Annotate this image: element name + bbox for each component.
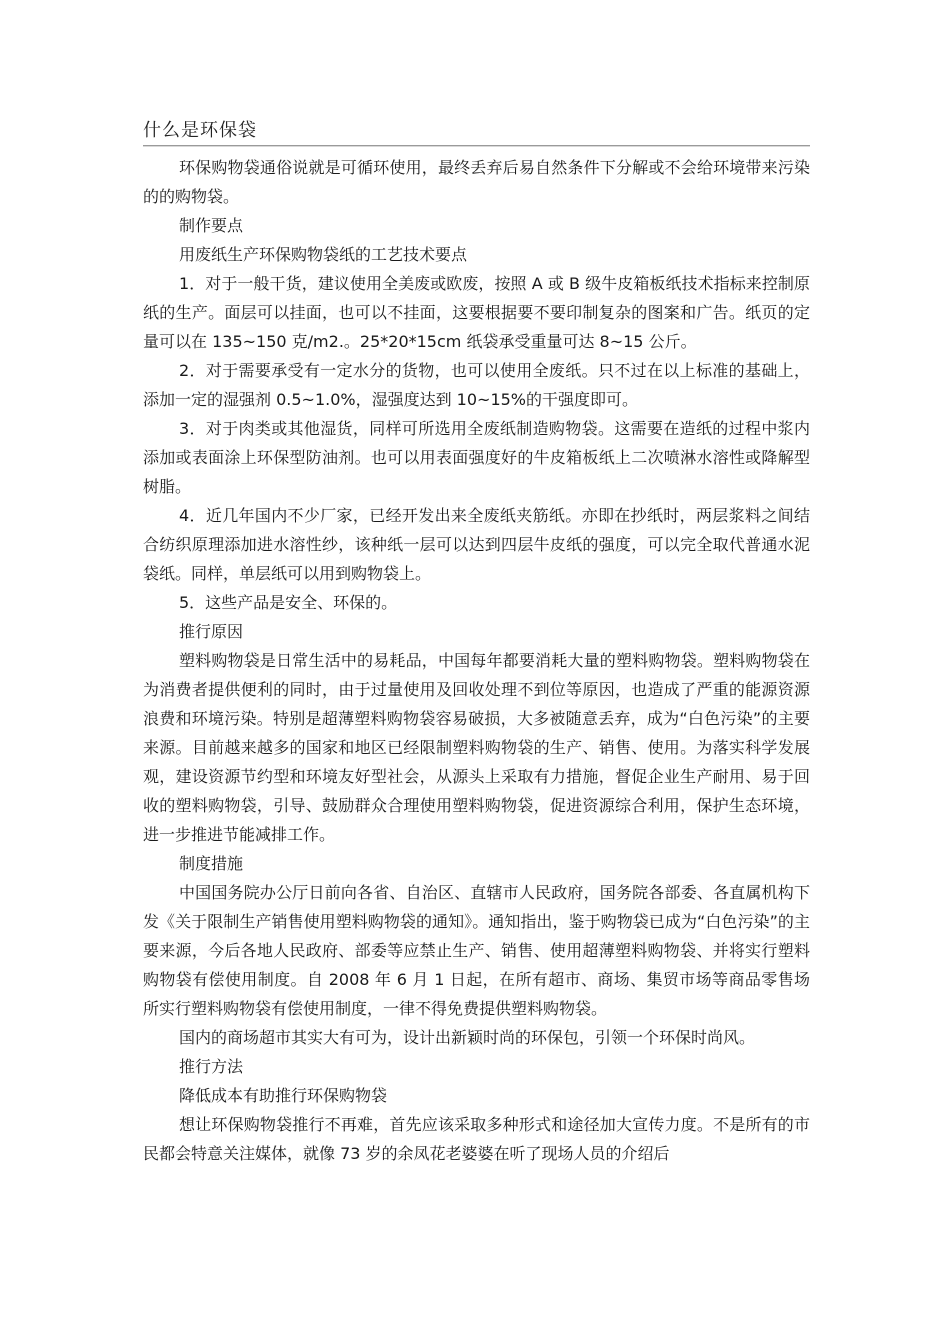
document-header [143, 110, 810, 150]
page-title: 什么是环保袋 [143, 120, 257, 141]
title-divider [143, 145, 810, 147]
section-heading-method: 推行方法 [179, 1057, 244, 1076]
list-item-5: 5．这些产品是安全、环保的。 [179, 593, 398, 612]
list-item-4: 4．近几年国内不少厂家，已经开发出来全废纸夹筋纸。亦即在抄纸时，两层浆料之间结合纺织原理添加进水溶性纱，该种纸一层可以达到四层牛皮纸的强度，可以完全取代普通水泥袋纸。同样，单层纸可以用到购物袋上。 [143, 506, 810, 583]
intro-paragraph: 环保购物袋通俗说就是可循环使用，最终丢弃后易自然条件下分解或不会给环境带来污染的的购物袋。 [143, 158, 810, 206]
policy-paragraph: 中国国务院办公厅日前向各省、自治区、直辖市人民政府，国务院各部委、各直属机构下发《关于限制生产销售使用塑料购物袋的通知》。通知指出，鉴于购物袋已成为“白色污染”的主要来源，今后各地人民政府、部委等应禁止生产、销售、使用超薄塑料购物袋、并将实行塑料购物袋有偿使用制度。自 2008 年 6 月 1 日起，在所有超市、商场、集贸市场等商品零售场所实行塑料购物袋有偿使用制度，一律不得免费提供塑料购物袋。 [143, 883, 810, 1018]
market-paragraph: 国内的商场超市其实大有可为，设计出新颖时尚的环保包，引领一个环保时尚风。 [179, 1028, 756, 1047]
reason-paragraph: 塑料购物袋是日常生活中的易耗品，中国每年都要消耗大量的塑料购物袋。塑料购物袋在为消费者提供便利的同时，由于过量使用及回收处理不到位等原因，也造成了严重的能源资源浪费和环境污染。特别是超薄塑料购物袋容易破损，大多被随意丢弃，成为“白色污染”的主要来源。目前越来越多的国家和地区已经限制塑料购物袋的生产、销售、使用。为落实科学发展观，建设资源节约型和环境友好型社会，从源头上采取有力措施，督促企业生产耐用、易于回收的塑料购物袋，引导、鼓励群众合理使用塑料购物袋，促进资源综合利用，保护生态环境，进一步推进节能减排工作。 [143, 651, 810, 844]
list-item-1: 1．对于一般干货，建议使用全美废或欧废，按照 A 或 B 级牛皮箱板纸技术指标来控制原纸的生产。面层可以挂面，也可以不挂面，这要根据要不要印制复杂的图案和广告。纸页的定量可以在 135~150 克/m2.。25*20*15cm 纸袋承受重量可达 8~15 公斤。 [143, 274, 810, 351]
list-item-2: 2．对于需要承受有一定水分的货物，也可以使用全废纸。只不过在以上标准的基础上，添加一定的湿强剂 0.5~1.0%，湿强度达到 10~15%的干强度即可。 [143, 361, 810, 409]
subsection-heading-process: 用废纸生产环保购物袋纸的工艺技术要点 [179, 245, 468, 264]
document-body [143, 153, 810, 1168]
section-heading-policy: 制度措施 [179, 854, 244, 873]
section-heading-production: 制作要点 [179, 216, 244, 235]
subsection-heading-cost: 降低成本有助推行环保购物袋 [179, 1086, 388, 1105]
list-item-3: 3．对于肉类或其他湿货，同样可所选用全废纸制造购物袋。这需要在造纸的过程中浆内添加或表面涂上环保型防油剂。也可以用表面强度好的牛皮箱板纸上二次喷淋水溶性或降解型树脂。 [143, 419, 810, 496]
method-paragraph: 想让环保购物袋推行不再难，首先应该采取多种形式和途径加大宣传力度。不是所有的市民都会特意关注媒体，就像 73 岁的余凤花老婆婆在听了现场人员的介绍后 [143, 1115, 810, 1163]
section-heading-reason: 推行原因 [179, 622, 244, 641]
